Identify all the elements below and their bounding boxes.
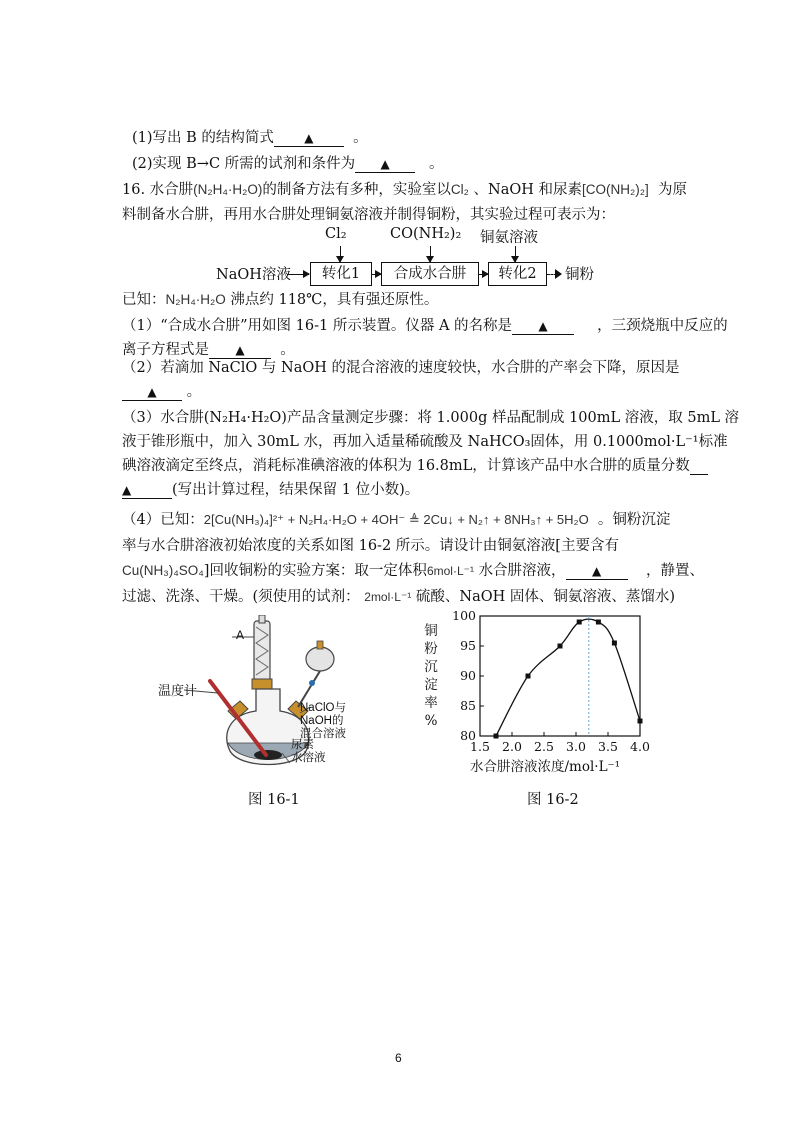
flow-arrow-2 [371, 274, 381, 275]
y-tick-label: 90 [460, 668, 476, 683]
answer-blank[interactable]: ▲ [355, 156, 415, 173]
flow-arrow-down-3 [515, 246, 516, 262]
q16-intro-line2: 料制备水合肼，再用水合肼处理铜氨溶液并制得铜粉，其实验过程可表示为： [122, 207, 615, 223]
data-point [596, 620, 601, 625]
condenser-top [259, 615, 265, 623]
q16-part1-line2: 离子方程式是 ▲ 。 [122, 342, 295, 358]
q16-part2-line2: ▲ 。 [122, 382, 201, 402]
flow-step-2: 合成水合肼 [381, 262, 479, 286]
figure-16-2-caption: 图 16-2 [527, 792, 579, 808]
q16-part3-line2: 液于锥形瓶中，加入 30mL 水，再加入适量稀硫酸及 NaHCO₃固体，用 0.1000mol·L⁻¹标准 [122, 434, 728, 450]
data-point [494, 734, 499, 739]
series-curve [496, 619, 640, 736]
label-naclo: NaClO与 NaOH的 混合溶液 [300, 702, 347, 740]
funnel-stopcock [309, 680, 315, 686]
q16-part4-line1: （4）已知：2[Cu(NH₃)₄]²⁺ + N₂H₄·H₂O + 4OH⁻ ≜ 2Cu↓ + N₂↑ + 8NH₃↑ + 5H₂O 。铜粉沉淀 [122, 512, 671, 528]
flow-step-3: 转化2 [488, 262, 547, 286]
y-tick-label: 80 [460, 728, 476, 743]
apparatus-figure [170, 615, 370, 775]
q16-part2-line1: （2）若滴加 NaClO 与 NaOH 的混合溶液的速度较快，水合肼的产率会下降，原因是 [122, 360, 680, 376]
answer-blank[interactable]: ▲ [566, 563, 628, 580]
x-tick-label: 2.5 [534, 739, 554, 754]
q16-part3-line1: （3）水合肼(N₂H₄·H₂O)产品含量测定步骤：将 1.000g 样品配制成 100mL 溶液，取 5mL 溶 [122, 410, 740, 426]
answer-blank[interactable]: ▲ [274, 130, 344, 147]
chart-xlabel: 水合肼溶液浓度/mol·L⁻¹ [470, 759, 621, 775]
figure-16-1-caption: 图 16-1 [248, 792, 300, 808]
q15-part2: (2)实现 B→C 所需的试剂和条件为 ▲ 。 [132, 156, 444, 172]
page-number: 6 [395, 1051, 402, 1065]
flow-arrow-1 [287, 274, 309, 275]
flow-arrow-down-1 [340, 246, 341, 262]
q16-part3-line3: 碘溶液滴定至终点，消耗标准碘溶液的体积为 16.8mL，计算该产品中水合肼的质量分数 [122, 456, 708, 476]
label-a: A [236, 628, 245, 642]
q16-part3-line4: ▲ (写出计算过程，结果保留 1 位小数)。 [122, 482, 420, 498]
flow-reagent-copper-ammonia: 铜氨溶液 [480, 230, 538, 246]
data-point [526, 674, 531, 679]
x-tick-label: 1.5 [470, 739, 490, 754]
data-point [558, 644, 563, 649]
q16-part4-line3: Cu(NH₃)₄SO₄]回收铜粉的实验方案：取一定体积6mol·L⁻¹ 水合肼溶液， ▲ ，静置、 [122, 563, 704, 579]
label-thermometer: 温度计 [158, 684, 198, 699]
answer-blank[interactable]: ▲ [122, 384, 182, 401]
flow-arrow-dashed-head [555, 269, 562, 279]
answer-blank[interactable]: ▲ [512, 318, 574, 335]
data-point [612, 641, 617, 646]
flow-arrow-3 [478, 274, 488, 275]
chart-ylabel: 铜 粉 沉 淀 率 % [424, 623, 438, 729]
q16-intro-line1: 16. 水合肼(N₂H₄·H₂O)的制备方法有多种，实验室以Cl₂ 、NaOH 和尿素[CO(NH₂)₂] 为原 [122, 182, 687, 198]
y-tick-label: 85 [460, 698, 476, 713]
known-info: 已知：N₂H₄·H₂O 沸点约 118℃，具有强还原性。 [122, 292, 439, 308]
data-point [638, 719, 643, 724]
data-point [577, 620, 582, 625]
q16-part4-line2: 率与水合肼溶液初始浓度的关系如图 16-2 所示。请设计由铜氨溶液[主要含有 [122, 538, 619, 554]
flow-reagent-cl2: Cl₂ [325, 226, 347, 242]
x-tick-label: 3.5 [598, 739, 618, 754]
answer-blank-start[interactable] [690, 458, 708, 475]
flow-end: 铜粉 [565, 267, 594, 283]
flow-start: NaOH溶液 [216, 267, 291, 283]
dropping-funnel [306, 647, 334, 671]
flow-arrow-down-2 [430, 246, 431, 262]
y-tick-label: 100 [452, 610, 476, 623]
x-tick-label: 4.0 [630, 739, 650, 754]
y-tick-label: 95 [460, 638, 476, 653]
x-tick-label: 3.0 [566, 739, 586, 754]
q15-part1: (1)写出 B 的结构简式 ▲ 。 [132, 130, 368, 146]
flow-reagent-urea: CO(NH₂)₂ [390, 226, 462, 242]
q16-part4-line4: 过滤、洗涤、干燥。(须使用的试剂： 2mol·L⁻¹ 硫酸、NaOH 固体、铜氨溶液、蒸馏水) [122, 589, 676, 605]
q16-part1-line1: （1）“合成水合肼”用如图 16-1 所示装置。仪器 A 的名称是 ▲ ，三颈烧瓶中反应的 [122, 318, 728, 334]
x-tick-label: 2.0 [502, 739, 522, 754]
label-urea: 尿素 水溶液 [291, 739, 326, 764]
flow-step-1: 转化1 [310, 262, 372, 286]
answer-blank[interactable]: ▲ [209, 342, 271, 359]
condenser-stopper [252, 679, 272, 689]
chart-frame [480, 616, 640, 736]
funnel-stopper [317, 641, 323, 649]
answer-blank[interactable]: ▲ [122, 482, 172, 499]
